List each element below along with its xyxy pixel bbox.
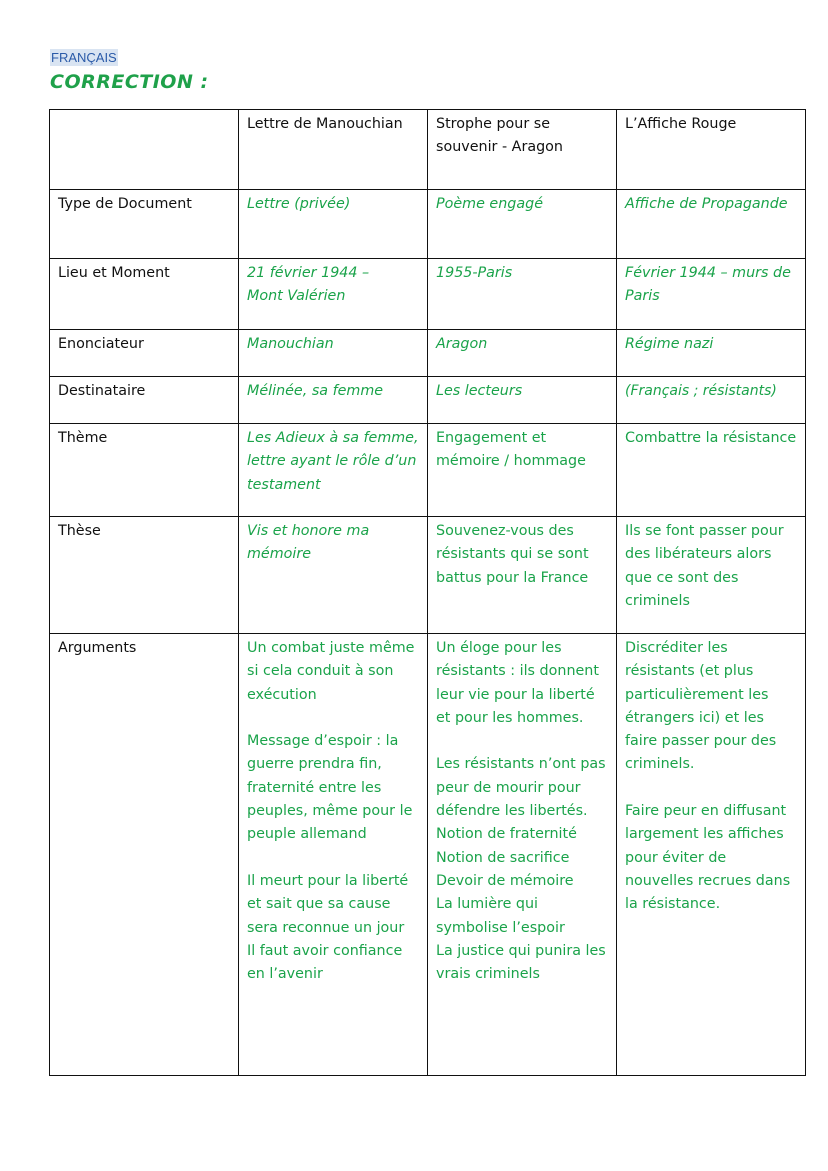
argument-text: Notion de sacrifice <box>436 849 570 866</box>
table-row-lieu <box>50 259 806 330</box>
argument-text: Il meurt pour la liberté et sait que sa cause sera reconnue un jour <box>247 872 409 936</box>
row-label: Arguments <box>50 634 239 1076</box>
table-row-enonciateur <box>50 330 806 377</box>
table-cell: 21 février 1944 – Mont Valérien <box>239 259 428 330</box>
table-cell: Régime nazi <box>617 330 806 377</box>
argument-text: Les résistants n’ont pas peur de mourir pour défendre les libertés. <box>436 756 606 820</box>
table-cell: Engagement et mémoire / hommage <box>428 424 617 517</box>
header-cell-lettre: Lettre de Manouchian <box>239 110 428 190</box>
argument-text: Discréditer les résistants (et plus particulièrement les étrangers ici) et les faire passer pour des criminels. <box>625 640 777 773</box>
arguments-cell-lettre <box>239 634 428 1076</box>
row-label: Thème <box>50 424 239 517</box>
page-title: CORRECTION : <box>50 71 209 93</box>
header-cell-strophe: Strophe pour se souvenir - Aragon <box>428 110 617 190</box>
row-label: Thèse <box>50 517 239 634</box>
table-cell: Vis et honore ma mémoire <box>239 517 428 634</box>
argument-text: Un éloge pour les résistants : ils donnent leur vie pour la liberté et pour les hommes. <box>436 640 599 726</box>
table-cell: Mélinée, sa femme <box>239 377 428 424</box>
table-cell: Lettre (privée) <box>239 190 428 259</box>
table-cell: Les Adieux à sa femme, lettre ayant le rôle d’un testament <box>239 424 428 517</box>
argument-text: Il faut avoir confiance en l’avenir <box>247 942 403 983</box>
table-cell: Manouchian <box>239 330 428 377</box>
table-header-row <box>50 110 806 190</box>
header-cell-empty <box>50 110 239 190</box>
argument-text: La lumière qui symbolise l’espoir <box>436 896 565 936</box>
correction-table <box>49 109 806 1076</box>
table-row-arguments <box>50 634 806 1076</box>
table-cell: Poème engagé <box>428 190 617 259</box>
arguments-cell-strophe <box>428 634 617 1076</box>
table-cell: Combattre la résistance <box>617 424 806 517</box>
argument-text: La justice qui punira les vrais criminels <box>436 942 606 983</box>
table-row-theme <box>50 424 806 517</box>
table-cell: Les lecteurs <box>428 377 617 424</box>
table-cell: Ils se font passer pour des libérateurs alors que ce sont des criminels <box>617 517 806 634</box>
table-cell: Février 1944 – murs de Paris <box>617 259 806 330</box>
argument-text: Message d’espoir : la guerre prendra fin, fraternité entre les peuples, même pour le peuple allemand <box>247 733 413 843</box>
argument-text: Un combat juste même si cela conduit à son exécution <box>247 640 415 703</box>
table-row-type <box>50 190 806 259</box>
argument-text: Faire peur en diffusant largement les affiches pour éviter de nouvelles recrues dans la résistance. <box>625 803 791 913</box>
table-cell: Aragon <box>428 330 617 377</box>
table-cell: Affiche de Propagande <box>617 190 806 259</box>
row-label: Type de Document <box>50 190 239 259</box>
subject-label: FRANÇAIS <box>51 50 117 65</box>
header-cell-affiche: L’Affiche Rouge <box>617 110 806 190</box>
argument-text: Notion de fraternité <box>436 826 577 843</box>
row-label: Destinataire <box>50 377 239 424</box>
row-label: Enonciateur <box>50 330 239 377</box>
table-cell: (Français ; résistants) <box>617 377 806 424</box>
table-row-these <box>50 517 806 634</box>
row-label: Lieu et Moment <box>50 259 239 330</box>
argument-text: Devoir de mémoire <box>436 872 574 889</box>
table-cell: 1955-Paris <box>428 259 617 330</box>
table-cell: Souvenez-vous des résistants qui se sont battus pour la France <box>428 517 617 634</box>
arguments-cell-affiche <box>617 634 806 1076</box>
table-row-destinataire <box>50 377 806 424</box>
